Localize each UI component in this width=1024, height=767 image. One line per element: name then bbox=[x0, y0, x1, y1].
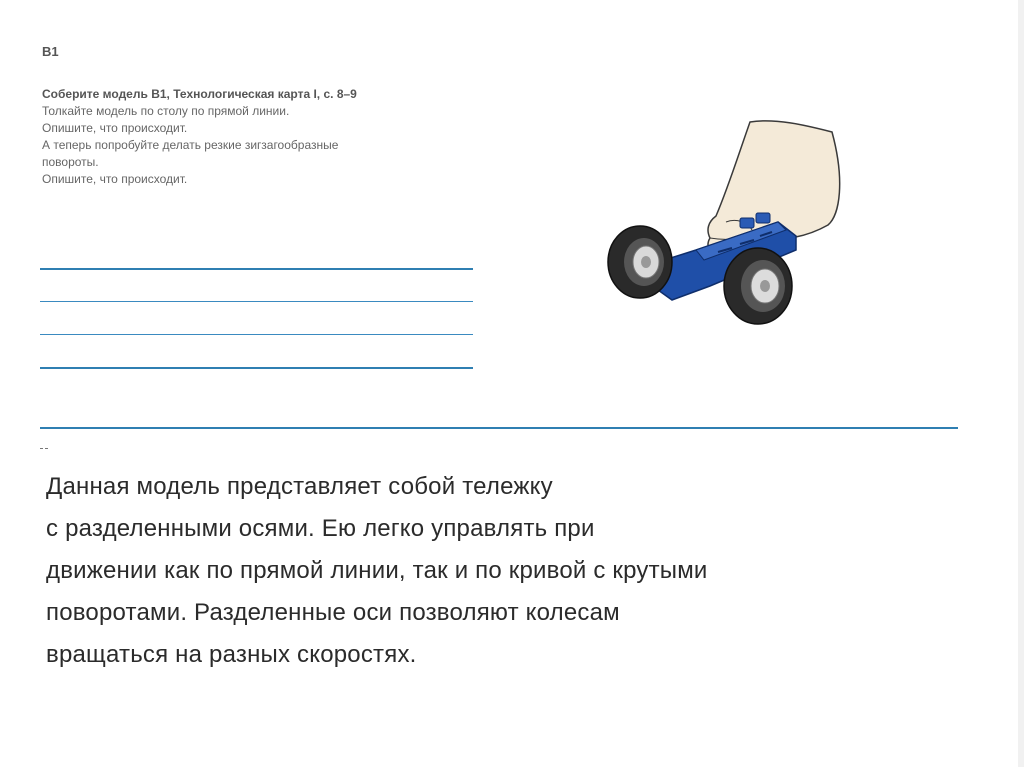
answer-line bbox=[40, 367, 473, 369]
worksheet-instructions bbox=[42, 86, 472, 188]
description-line: с разделенными осями. Ею легко управлять при bbox=[46, 515, 595, 542]
instruction-line: Опишите, что происходит. bbox=[42, 172, 188, 186]
instruction-line: Толкайте модель по столу по прямой линии. bbox=[42, 104, 290, 118]
hand-pushing-cart-icon bbox=[600, 110, 850, 330]
wheel-front bbox=[724, 248, 792, 324]
answer-line bbox=[40, 334, 473, 335]
answer-line bbox=[40, 268, 473, 270]
answer-line bbox=[40, 301, 473, 302]
model-code: B1 bbox=[42, 44, 59, 59]
description-line: Данная модель представляет собой тележку bbox=[46, 473, 553, 500]
answer-line-long bbox=[40, 427, 958, 429]
wheel-back bbox=[608, 226, 672, 298]
instruction-line: повороты. bbox=[42, 155, 99, 169]
description-line: поворотами. Разделенные оси позволяют колесам bbox=[46, 599, 620, 626]
instruction-line: А теперь попробуйте делать резкие зигзагообразные bbox=[42, 138, 339, 152]
instruction-heading: Соберите модель B1, Технологическая карта I, с. 8–9 bbox=[42, 87, 357, 101]
instruction-line: Опишите, что происходит. bbox=[42, 121, 188, 135]
description-line: движении как по прямой линии, так и по кривой с крутыми bbox=[46, 557, 708, 584]
description-line: вращаться на разных скоростях. bbox=[46, 641, 417, 668]
page-edge bbox=[1018, 0, 1024, 767]
cut-mark bbox=[40, 448, 48, 449]
model-description bbox=[46, 466, 946, 676]
